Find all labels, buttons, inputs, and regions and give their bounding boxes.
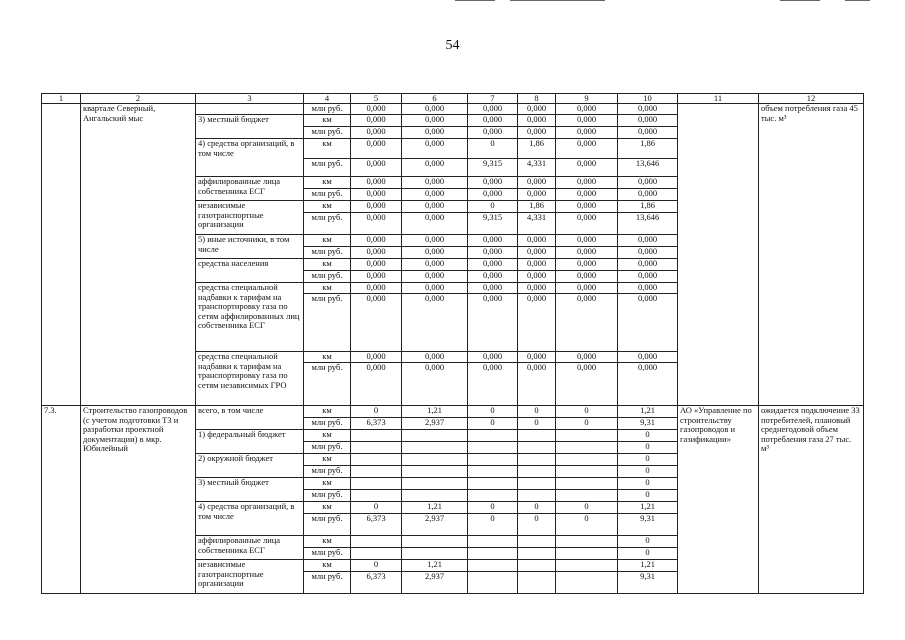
unit-cell: км — [304, 352, 351, 363]
value-cell: 0 — [556, 418, 618, 430]
value-cell — [518, 442, 556, 454]
value-cell: 0,000 — [468, 104, 518, 115]
unit-cell: млн руб. — [304, 442, 351, 454]
value-cell: 9,31 — [618, 572, 678, 594]
unit-cell: млн руб. — [304, 159, 351, 177]
source-label-cell: 3) местный бюджет — [196, 478, 304, 502]
value-cell: 0,000 — [556, 189, 618, 201]
value-cell: 0,000 — [351, 363, 402, 406]
source-label-cell: средства специальной надбавки к тарифам на транспортировку газа по сетям аффилированных лиц собственника ЕСГ — [196, 283, 304, 352]
value-cell: 0,000 — [556, 213, 618, 235]
value-cell: 0,000 — [618, 283, 678, 294]
value-cell — [556, 548, 618, 560]
value-cell — [468, 536, 518, 548]
value-cell: 0,000 — [556, 201, 618, 213]
value-cell: 0,000 — [402, 177, 468, 189]
value-cell: 0,000 — [402, 259, 468, 271]
value-cell — [402, 536, 468, 548]
value-cell: 0,000 — [402, 115, 468, 127]
unit-cell: млн руб. — [304, 418, 351, 430]
value-cell: 0,000 — [468, 259, 518, 271]
value-cell: 13,646 — [618, 159, 678, 177]
value-cell: 0 — [518, 502, 556, 514]
value-cell — [556, 560, 618, 572]
value-cell: 9,315 — [468, 159, 518, 177]
header-cell: 7 — [468, 94, 518, 104]
value-cell: 0 — [556, 406, 618, 418]
value-cell — [468, 548, 518, 560]
value-cell: 0,000 — [402, 352, 468, 363]
value-cell: 0,000 — [468, 127, 518, 139]
value-cell — [402, 478, 468, 490]
source-label-cell: 2) окружной бюджет — [196, 454, 304, 478]
value-cell: 0 — [618, 442, 678, 454]
value-cell: 0 — [518, 406, 556, 418]
unit-cell: млн руб. — [304, 466, 351, 478]
value-cell — [556, 454, 618, 466]
value-cell: 1,21 — [402, 560, 468, 572]
value-cell: 0 — [556, 514, 618, 536]
value-cell — [468, 442, 518, 454]
value-cell: 0 — [468, 502, 518, 514]
value-cell: 0,000 — [518, 259, 556, 271]
value-cell — [402, 442, 468, 454]
value-cell: 0,000 — [402, 189, 468, 201]
value-cell: 0,000 — [351, 247, 402, 259]
value-cell — [556, 442, 618, 454]
value-cell: 0,000 — [402, 235, 468, 247]
value-cell — [351, 548, 402, 560]
value-cell: 0,000 — [402, 271, 468, 283]
value-cell: 0,000 — [618, 127, 678, 139]
source-label-cell: аффилированные лица собственника ЕСГ — [196, 177, 304, 201]
value-cell — [468, 478, 518, 490]
value-cell: 1,86 — [518, 139, 556, 159]
value-cell: 0,000 — [351, 294, 402, 352]
value-cell: 0,000 — [468, 247, 518, 259]
value-cell: 0,000 — [518, 294, 556, 352]
value-cell: 1,21 — [618, 560, 678, 572]
value-cell: 2,937 — [402, 514, 468, 536]
table-row — [42, 406, 864, 418]
item-number-cell — [42, 104, 81, 406]
value-cell: 0,000 — [351, 127, 402, 139]
value-cell: 0,000 — [556, 177, 618, 189]
unit-cell: км — [304, 430, 351, 442]
value-cell — [402, 466, 468, 478]
value-cell — [556, 430, 618, 442]
value-cell: 0,000 — [618, 294, 678, 352]
value-cell: 2,937 — [402, 572, 468, 594]
value-cell: 0,000 — [556, 139, 618, 159]
value-cell — [518, 572, 556, 594]
source-label-cell: средства специальной надбавки к тарифам на транспортировку газа по сетям независимых ГРО — [196, 352, 304, 406]
value-cell: 9,31 — [618, 418, 678, 430]
value-cell: 0,000 — [468, 271, 518, 283]
value-cell: 0 — [618, 430, 678, 442]
header-cell: 1 — [42, 94, 81, 104]
value-cell: 0,000 — [556, 235, 618, 247]
value-cell: 9,31 — [618, 514, 678, 536]
value-cell: 0,000 — [351, 104, 402, 115]
value-cell: 0,000 — [468, 352, 518, 363]
value-cell — [351, 478, 402, 490]
header-cell: 11 — [678, 94, 759, 104]
value-cell: 0,000 — [518, 271, 556, 283]
unit-cell: км — [304, 139, 351, 159]
value-cell — [468, 560, 518, 572]
source-label-cell: независимые газотранспортные организации — [196, 201, 304, 235]
value-cell: 13,646 — [618, 213, 678, 235]
object-name-cell: Строительство газопроводов (с учетом подготовки ТЗ и разработки проектной документации) в мкр. Юбилейный — [81, 406, 196, 594]
value-cell: 0,000 — [402, 159, 468, 177]
value-cell: 0,000 — [556, 271, 618, 283]
value-cell: 0 — [556, 502, 618, 514]
table-row — [42, 104, 864, 115]
value-cell: 0,000 — [618, 363, 678, 406]
value-cell: 0,000 — [468, 177, 518, 189]
value-cell — [518, 560, 556, 572]
value-cell: 0 — [351, 406, 402, 418]
value-cell: 0 — [351, 502, 402, 514]
unit-cell: км — [304, 177, 351, 189]
value-cell: 0,000 — [518, 127, 556, 139]
unit-cell: млн руб. — [304, 247, 351, 259]
header-cell: 4 — [304, 94, 351, 104]
unit-cell: км — [304, 502, 351, 514]
value-cell — [518, 454, 556, 466]
value-cell: 0,000 — [402, 294, 468, 352]
value-cell: 0,000 — [618, 271, 678, 283]
value-cell — [468, 490, 518, 502]
value-cell — [518, 478, 556, 490]
value-cell: 0,000 — [351, 177, 402, 189]
executor-cell — [678, 104, 759, 406]
value-cell — [402, 430, 468, 442]
value-cell: 0 — [618, 490, 678, 502]
value-cell: 0,000 — [351, 115, 402, 127]
value-cell: 0 — [618, 478, 678, 490]
header-cell: 3 — [196, 94, 304, 104]
value-cell: 0 — [618, 548, 678, 560]
unit-cell: км — [304, 259, 351, 271]
source-label-cell — [196, 104, 304, 115]
value-cell: 0,000 — [402, 247, 468, 259]
source-label-cell: 3) местный бюджет — [196, 115, 304, 139]
value-cell: 2,937 — [402, 418, 468, 430]
unit-cell: км — [304, 560, 351, 572]
value-cell: 0 — [468, 406, 518, 418]
value-cell — [518, 548, 556, 560]
value-cell: 0,000 — [618, 189, 678, 201]
value-cell: 0,000 — [518, 363, 556, 406]
unit-cell: км — [304, 115, 351, 127]
value-cell: 0,000 — [556, 159, 618, 177]
value-cell: 0,000 — [556, 352, 618, 363]
value-cell — [351, 430, 402, 442]
value-cell: 1,21 — [618, 406, 678, 418]
value-cell — [351, 466, 402, 478]
value-cell: 0,000 — [556, 294, 618, 352]
value-cell: 0,000 — [556, 247, 618, 259]
value-cell: 0,000 — [351, 352, 402, 363]
value-cell: 1,21 — [402, 406, 468, 418]
value-cell — [402, 490, 468, 502]
unit-cell: млн руб. — [304, 548, 351, 560]
header-row — [42, 94, 864, 104]
value-cell — [468, 454, 518, 466]
value-cell: 0,000 — [618, 352, 678, 363]
unit-cell: млн руб. — [304, 271, 351, 283]
value-cell: 0,000 — [556, 259, 618, 271]
value-cell: 0,000 — [618, 177, 678, 189]
unit-cell: км — [304, 406, 351, 418]
value-cell: 0,000 — [518, 283, 556, 294]
value-cell: 0,000 — [556, 127, 618, 139]
notes-cell: ожидается подключение 33 потребителей, плановый среднегодовой объем потребления газа 27 тыс. м³ — [759, 406, 864, 594]
value-cell: 0,000 — [402, 139, 468, 159]
value-cell: 0 — [468, 139, 518, 159]
source-label-cell: всего, в том числе — [196, 406, 304, 430]
value-cell: 0,000 — [556, 283, 618, 294]
header-cell: 12 — [759, 94, 864, 104]
value-cell: 0 — [468, 514, 518, 536]
unit-cell: км — [304, 235, 351, 247]
unit-cell: млн руб. — [304, 490, 351, 502]
value-cell: 0,000 — [402, 127, 468, 139]
value-cell — [556, 490, 618, 502]
value-cell: 0,000 — [402, 201, 468, 213]
value-cell — [402, 454, 468, 466]
value-cell: 0,000 — [351, 235, 402, 247]
value-cell: 0,000 — [468, 115, 518, 127]
item-number-cell: 7.3. — [42, 406, 81, 594]
unit-cell: млн руб. — [304, 127, 351, 139]
unit-cell: млн руб. — [304, 213, 351, 235]
value-cell — [468, 466, 518, 478]
value-cell — [518, 430, 556, 442]
table-body — [42, 94, 864, 594]
value-cell: 0,000 — [468, 283, 518, 294]
source-label-cell: аффилированные лица собственника ЕСГ — [196, 536, 304, 560]
value-cell: 4,331 — [518, 159, 556, 177]
value-cell: 0,000 — [351, 213, 402, 235]
value-cell: 0 — [468, 201, 518, 213]
value-cell: 0,000 — [351, 259, 402, 271]
value-cell — [402, 548, 468, 560]
value-cell: 0,000 — [468, 235, 518, 247]
value-cell — [468, 430, 518, 442]
source-label-cell: 5) иные источники, в том числе — [196, 235, 304, 259]
value-cell: 0,000 — [556, 104, 618, 115]
value-cell: 0,000 — [618, 259, 678, 271]
value-cell: 0,000 — [618, 104, 678, 115]
value-cell: 0,000 — [618, 247, 678, 259]
source-label-cell: средства населения — [196, 259, 304, 283]
value-cell: 0,000 — [351, 189, 402, 201]
value-cell: 0,000 — [556, 363, 618, 406]
unit-cell: км — [304, 536, 351, 548]
value-cell: 0,000 — [468, 189, 518, 201]
source-label-cell: 4) средства организаций, в том числе — [196, 502, 304, 536]
value-cell — [351, 490, 402, 502]
header-cell: 10 — [618, 94, 678, 104]
value-cell: 4,331 — [518, 213, 556, 235]
value-cell: 0,000 — [518, 104, 556, 115]
value-cell — [518, 536, 556, 548]
unit-cell: млн руб. — [304, 514, 351, 536]
value-cell: 0 — [618, 466, 678, 478]
value-cell: 0,000 — [618, 235, 678, 247]
value-cell: 9,315 — [468, 213, 518, 235]
value-cell — [556, 478, 618, 490]
value-cell — [351, 536, 402, 548]
header-cell: 6 — [402, 94, 468, 104]
value-cell: 0,000 — [351, 159, 402, 177]
executor-cell: АО «Управление по строительству газопроводов и газификации» — [678, 406, 759, 594]
value-cell — [556, 466, 618, 478]
source-label-cell: независимые газотранспортные организации — [196, 560, 304, 594]
value-cell: 6,373 — [351, 514, 402, 536]
value-cell: 1,86 — [618, 139, 678, 159]
value-cell — [556, 536, 618, 548]
value-cell: 0,000 — [518, 115, 556, 127]
value-cell: 0,000 — [402, 363, 468, 406]
unit-cell: км — [304, 283, 351, 294]
value-cell: 6,373 — [351, 572, 402, 594]
value-cell: 1,86 — [618, 201, 678, 213]
source-label-cell: 4) средства организаций, в том числе — [196, 139, 304, 177]
value-cell: 0,000 — [618, 115, 678, 127]
value-cell — [518, 490, 556, 502]
unit-cell: км — [304, 201, 351, 213]
value-cell: 0,000 — [402, 283, 468, 294]
value-cell: 0 — [468, 418, 518, 430]
unit-cell: млн руб. — [304, 189, 351, 201]
page-number: 54 — [445, 38, 460, 53]
value-cell — [518, 466, 556, 478]
investment-table — [41, 93, 864, 594]
notes-cell: объем потребления газа 45 тыс. м³ — [759, 104, 864, 406]
value-cell: 0,000 — [351, 201, 402, 213]
source-label-cell: 1) федеральный бюджет — [196, 430, 304, 454]
header-cell: 2 — [81, 94, 196, 104]
unit-cell: млн руб. — [304, 363, 351, 406]
value-cell: 1,21 — [618, 502, 678, 514]
value-cell: 0,000 — [351, 139, 402, 159]
value-cell: 0,000 — [402, 104, 468, 115]
value-cell: 0 — [618, 536, 678, 548]
value-cell: 6,373 — [351, 418, 402, 430]
unit-cell: км — [304, 478, 351, 490]
value-cell: 0,000 — [518, 235, 556, 247]
header-cell: 8 — [518, 94, 556, 104]
value-cell: 1,21 — [402, 502, 468, 514]
unit-cell: млн руб. — [304, 104, 351, 115]
value-cell: 0 — [518, 514, 556, 536]
value-cell — [351, 442, 402, 454]
unit-cell: млн руб. — [304, 294, 351, 352]
value-cell: 0,000 — [351, 271, 402, 283]
value-cell — [468, 572, 518, 594]
value-cell — [556, 572, 618, 594]
value-cell: 1,86 — [518, 201, 556, 213]
value-cell: 0,000 — [556, 115, 618, 127]
header-cell: 5 — [351, 94, 402, 104]
value-cell: 0 — [351, 560, 402, 572]
value-cell: 0 — [618, 454, 678, 466]
unit-cell: км — [304, 454, 351, 466]
value-cell: 0,000 — [518, 247, 556, 259]
value-cell: 0,000 — [351, 283, 402, 294]
value-cell: 0,000 — [402, 213, 468, 235]
object-name-cell: кварталe Северный, Ангальский мыс — [81, 104, 196, 406]
unit-cell: млн руб. — [304, 572, 351, 594]
value-cell: 0,000 — [518, 177, 556, 189]
header-cell: 9 — [556, 94, 618, 104]
value-cell: 0 — [518, 418, 556, 430]
value-cell: 0,000 — [518, 189, 556, 201]
value-cell: 0,000 — [468, 363, 518, 406]
value-cell: 0,000 — [518, 352, 556, 363]
value-cell: 0,000 — [468, 294, 518, 352]
value-cell — [351, 454, 402, 466]
